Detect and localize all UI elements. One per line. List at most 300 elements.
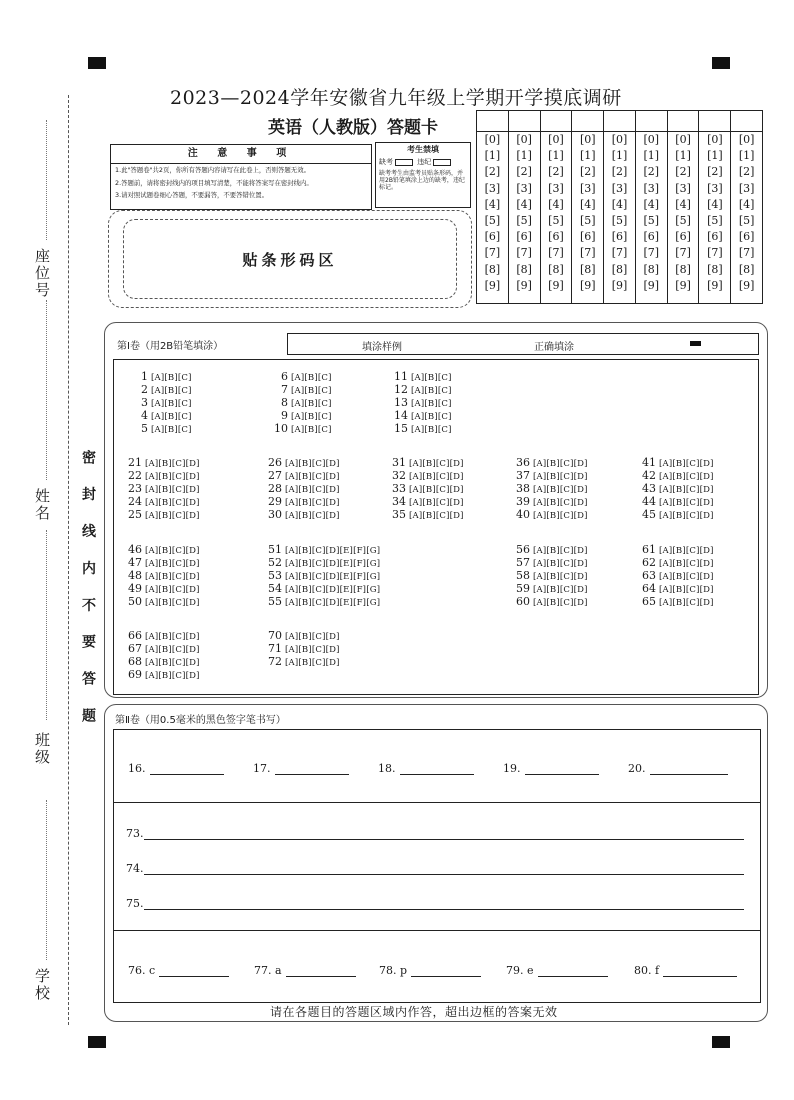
violation-label: 违纪 [417, 158, 432, 166]
question-bubble-row[interactable] [390, 508, 464, 523]
answer-options[interactable]: [A][B][C] [411, 399, 452, 409]
digit-bubble[interactable]: [5] [707, 213, 723, 227]
digit-bubble[interactable]: [7] [579, 246, 596, 260]
question-number: 24 [128, 495, 142, 508]
answer-options[interactable]: [A][B][C] [291, 399, 332, 409]
digit-write-cell[interactable] [572, 111, 603, 132]
digit-bubble[interactable]: [7] [643, 246, 660, 260]
question-number: 69 [128, 668, 142, 681]
answer-options[interactable]: [A][B][C][D] [145, 671, 200, 681]
answer-options[interactable]: [A][B][C][D] [409, 498, 464, 508]
answer-blank[interactable]: 20. [628, 762, 728, 775]
digit-bubble[interactable]: [0] [548, 133, 564, 146]
question-number: 31 [392, 456, 406, 469]
digit-bubble[interactable]: [2] [611, 165, 628, 179]
answer-line[interactable]: 74. [126, 862, 744, 875]
answer-blank[interactable]: 80. f [634, 964, 737, 977]
answer-blank[interactable]: 16. [128, 762, 224, 775]
violation-checkbox[interactable] [433, 159, 451, 166]
answer-options[interactable]: [A][B][C][D] [659, 472, 714, 482]
answer-options[interactable]: [A][B][C][D] [285, 459, 340, 469]
question-number: 60 [516, 595, 530, 608]
digit-bubble[interactable]: [8] [738, 262, 755, 276]
digit-bubble[interactable]: [8] [579, 262, 596, 276]
digit-bubble[interactable]: [6] [484, 230, 501, 244]
question-bubble-row[interactable] [272, 422, 332, 437]
digit-bubble[interactable]: [1] [643, 149, 660, 163]
digit-bubble[interactable]: [6] [548, 230, 564, 244]
digit-bubble[interactable]: [1] [611, 149, 628, 163]
absent-label: 缺考 [379, 158, 393, 166]
question-number: 4 [141, 409, 148, 422]
question-number: 12 [394, 383, 408, 396]
answer-options[interactable]: [A][B][C][D] [145, 459, 200, 469]
digit-write-cell[interactable] [477, 111, 508, 132]
correct-fill-sample [690, 341, 701, 346]
digit-bubble[interactable]: [7] [611, 246, 628, 260]
digit-bubble[interactable]: [5] [516, 213, 532, 227]
digit-bubble[interactable]: [4] [516, 197, 532, 211]
digit-write-cell[interactable] [636, 111, 667, 132]
digit-bubble[interactable]: [1] [516, 149, 532, 163]
question-number: 13 [394, 396, 408, 409]
admission-digit-column [477, 111, 508, 303]
digit-bubble[interactable]: [2] [675, 165, 691, 179]
question-number: 55 [268, 595, 282, 608]
digit-bubble[interactable]: [6] [738, 230, 755, 244]
answer-options[interactable]: [A][B][C] [411, 373, 452, 383]
answer-options[interactable]: [A][B][C][D] [285, 472, 340, 482]
digit-bubble[interactable]: [3] [611, 181, 628, 195]
digit-bubble[interactable]: [0] [611, 133, 628, 146]
registration-mark [88, 57, 106, 69]
question-number: 9 [281, 409, 288, 422]
answer-options[interactable]: [A][B][C][D][E][F][G] [285, 546, 381, 556]
digit-bubble[interactable]: [8] [516, 262, 532, 276]
answer-options[interactable]: [A][B][C][D] [145, 559, 200, 569]
admission-number-grid [476, 110, 763, 304]
examiner-only-box [375, 142, 471, 208]
answer-options[interactable]: [A][B][C][D] [409, 485, 464, 495]
question-number: 43 [642, 482, 656, 495]
question-number: 67 [128, 642, 142, 655]
question-number: 14 [394, 409, 408, 422]
answer-options[interactable]: [A][B][C][D] [145, 658, 200, 668]
answer-blank[interactable]: 79. e [506, 964, 608, 977]
digit-bubble[interactable]: [4] [548, 197, 564, 211]
answer-options[interactable]: [A][B][C] [411, 412, 452, 422]
digit-bubble[interactable]: [6] [611, 230, 628, 244]
answer-options[interactable]: [A][B][C] [411, 425, 452, 435]
digit-bubble[interactable]: [8] [707, 262, 723, 276]
notice-line: 1.此"答题卷"共2页，你所有答题内容请写在此卷上，否则答题无效。 [115, 166, 310, 174]
question-number: 25 [128, 508, 142, 521]
question-number: 64 [642, 582, 656, 595]
admission-digit-column [540, 111, 572, 303]
name-label: 姓名 [33, 488, 51, 522]
answer-blank[interactable]: 76. c [128, 964, 229, 977]
answer-options[interactable]: [A][B][C][D] [285, 632, 340, 642]
digit-bubble[interactable]: [8] [643, 262, 660, 276]
digit-bubble[interactable]: [3] [484, 181, 501, 195]
school-field-line [46, 800, 47, 960]
digit-bubble[interactable]: [6] [707, 230, 723, 244]
question-bubble-row[interactable] [514, 508, 588, 523]
digit-bubble[interactable]: [9] [484, 278, 501, 292]
answer-options[interactable]: [A][B][C][D] [285, 498, 340, 508]
answer-options[interactable]: [A][B][C] [151, 412, 192, 422]
registration-mark [88, 1036, 106, 1048]
question-number: 38 [516, 482, 530, 495]
digit-bubble[interactable]: [2] [643, 165, 660, 179]
answer-options[interactable]: [A][B][C][D] [145, 498, 200, 508]
answer-options[interactable]: [A][B][C][D][E][F][G] [285, 559, 381, 569]
question-bubble-row[interactable] [132, 422, 192, 437]
digit-bubble[interactable]: [6] [675, 230, 691, 244]
answer-options[interactable]: [A][B][C][D] [145, 485, 200, 495]
digit-write-cell[interactable] [604, 111, 635, 132]
digit-bubble[interactable]: [0] [643, 133, 660, 146]
bubble-answer-area [113, 359, 759, 695]
answer-options[interactable]: [A][B][C][D] [659, 459, 714, 469]
question-number: 46 [128, 543, 142, 556]
answer-options[interactable]: [A][B][C][D] [145, 546, 200, 556]
answer-options[interactable]: [A][B][C][D] [659, 585, 714, 595]
digit-bubble[interactable]: [9] [643, 278, 660, 292]
question-number: 37 [516, 469, 530, 482]
answer-options[interactable]: [A][B][C][D][E][F][G] [285, 585, 381, 595]
question-number: 49 [128, 582, 142, 595]
question-number: 15 [394, 422, 408, 435]
question-number: 57 [516, 556, 530, 569]
answer-blank[interactable]: 18. [378, 762, 474, 775]
answer-options[interactable]: [A][B][C] [291, 373, 332, 383]
answer-options[interactable]: [A][B][C][D] [409, 472, 464, 482]
question-number: 1 [141, 370, 148, 383]
digit-bubble[interactable]: [7] [516, 246, 532, 260]
digit-bubble[interactable]: [3] [516, 181, 532, 195]
question-number: 8 [281, 396, 288, 409]
digit-bubble[interactable]: [2] [738, 165, 755, 179]
digit-bubble[interactable]: [1] [548, 149, 564, 163]
answer-options[interactable]: [A][B][C] [411, 386, 452, 396]
answer-options[interactable]: [A][B][C][D] [533, 546, 588, 556]
digit-bubble[interactable]: [5] [611, 213, 628, 227]
answer-options[interactable]: [A][B][C][D] [533, 572, 588, 582]
admission-digit-column [698, 111, 730, 303]
digit-bubble[interactable]: [0] [484, 133, 501, 146]
answer-sheet-title: 英语（人教版）答题卡 [268, 118, 438, 138]
question-number: 51 [268, 543, 282, 556]
digit-bubble[interactable]: [7] [738, 246, 755, 260]
answer-options[interactable]: [A][B][C][D] [145, 585, 200, 595]
examiner-only-description: 缺考考生由监考员贴条形码，并用2B铅笔填涂上边的缺考，违纪标记。 [379, 170, 465, 191]
answer-options[interactable]: [A][B][C][D] [659, 511, 714, 521]
seal-line-text: 密 封 线 内 不 要 答 题 [80, 450, 96, 732]
answer-options[interactable]: [A][B][C][D] [659, 498, 714, 508]
question-number: 36 [516, 456, 530, 469]
question-number: 71 [268, 642, 282, 655]
digit-bubble[interactable]: [4] [675, 197, 691, 211]
digit-bubble[interactable]: [9] [516, 278, 532, 292]
seal-line [68, 95, 69, 1025]
absent-checkbox[interactable] [395, 159, 413, 166]
question-number: 34 [392, 495, 406, 508]
answer-options[interactable]: [A][B][C][D] [659, 546, 714, 556]
digit-bubble[interactable]: [1] [675, 149, 691, 163]
digit-bubble[interactable]: [0] [516, 133, 532, 146]
answer-options[interactable]: [A][B][C][D] [145, 645, 200, 655]
question-number: 33 [392, 482, 406, 495]
question-number: 45 [642, 508, 656, 521]
seat-field-line [46, 120, 47, 240]
admission-digit-column [635, 111, 667, 303]
seat-number-label: 座位号 [33, 248, 51, 299]
digit-bubble[interactable]: [7] [707, 246, 723, 260]
digit-bubble[interactable]: [3] [643, 181, 660, 195]
digit-bubble[interactable]: [5] [548, 213, 564, 227]
digit-bubble[interactable]: [3] [707, 181, 723, 195]
question-bubble-row[interactable] [126, 508, 200, 523]
answer-line[interactable]: 75. [126, 897, 744, 910]
written-answer-area [113, 729, 761, 1003]
answer-options[interactable]: [A][B][C][D] [285, 511, 340, 521]
digit-bubble[interactable]: [9] [611, 278, 628, 292]
question-number: 28 [268, 482, 282, 495]
question-number: 29 [268, 495, 282, 508]
digit-bubble[interactable]: [9] [707, 278, 723, 292]
question-bubble-row[interactable] [640, 595, 714, 610]
digit-bubble[interactable]: [5] [738, 213, 755, 227]
question-number: 59 [516, 582, 530, 595]
question-bubble-row[interactable] [266, 595, 380, 610]
answer-options[interactable]: [A][B][C][D] [145, 598, 200, 608]
question-number: 52 [268, 556, 282, 569]
digit-bubble[interactable]: [0] [579, 133, 596, 146]
digit-bubble[interactable]: [0] [707, 133, 723, 146]
digit-bubble[interactable]: [9] [675, 278, 691, 292]
answer-options[interactable]: [A][B][C] [291, 386, 332, 396]
answer-options[interactable]: [A][B][C][D][E][F][G] [285, 598, 381, 608]
question-number: 7 [281, 383, 288, 396]
answer-options[interactable]: [A][B][C][D] [533, 585, 588, 595]
digit-bubble[interactable]: [3] [738, 181, 755, 195]
question-bubble-row[interactable] [266, 655, 340, 670]
digit-bubble[interactable]: [4] [579, 197, 596, 211]
digit-bubble[interactable]: [5] [643, 213, 660, 227]
digit-bubble[interactable]: [8] [611, 262, 628, 276]
answer-options[interactable]: [A][B][C][D] [533, 498, 588, 508]
digit-bubble[interactable]: [0] [675, 133, 691, 146]
admission-digit-column [667, 111, 699, 303]
class-field-line [46, 530, 47, 720]
correct-fill-label: 正确填涂 [534, 342, 574, 353]
question-number: 53 [268, 569, 282, 582]
notice-heading: 注 意 事 项 [111, 145, 371, 164]
question-bubble-row[interactable] [126, 668, 200, 683]
question-bubble-row[interactable] [266, 508, 340, 523]
answer-line[interactable]: 73. [126, 827, 744, 840]
answer-options[interactable]: [A][B][C][D] [285, 485, 340, 495]
answer-options[interactable]: [A][B][C][D] [409, 459, 464, 469]
answer-options[interactable]: [A][B][C] [151, 425, 192, 435]
question-number: 30 [268, 508, 282, 521]
admission-digit-column [508, 111, 540, 303]
digit-bubble[interactable]: [4] [484, 197, 501, 211]
answer-options[interactable]: [A][B][C][D] [285, 645, 340, 655]
answer-options[interactable]: [A][B][C][D] [145, 632, 200, 642]
digit-bubble[interactable]: [2] [707, 165, 723, 179]
question-number: 65 [642, 595, 656, 608]
digit-bubble[interactable]: [2] [548, 165, 564, 179]
question-number: 3 [141, 396, 148, 409]
question-number: 10 [274, 422, 288, 435]
answer-options[interactable]: [A][B][C][D] [145, 511, 200, 521]
question-number: 63 [642, 569, 656, 582]
digit-bubble[interactable]: [8] [675, 262, 691, 276]
question-number: 35 [392, 508, 406, 521]
answer-options[interactable]: [A][B][C][D] [533, 472, 588, 482]
digit-bubble[interactable]: [1] [484, 149, 501, 163]
answer-options[interactable]: [A][B][C][D] [533, 459, 588, 469]
digit-write-cell[interactable] [731, 111, 762, 132]
question-bubble-row[interactable] [392, 422, 452, 437]
digit-bubble[interactable]: [4] [611, 197, 628, 211]
question-number: 2 [141, 383, 148, 396]
barcode-label: 贴条形码区 [123, 219, 457, 299]
digit-bubble[interactable]: [3] [675, 181, 691, 195]
question-number: 72 [268, 655, 282, 668]
question-number: 56 [516, 543, 530, 556]
barcode-area [108, 210, 472, 308]
admission-digit-column [730, 111, 762, 303]
answer-options[interactable]: [A][B][C][D] [145, 572, 200, 582]
name-field-line [46, 300, 47, 480]
notice-line: 2.答题前，请将密封线内的项目填写清楚，不能将答案写在密封线内。 [115, 179, 313, 187]
part1-label: 第Ⅰ卷（用2B铅笔填涂） [117, 341, 224, 352]
notice-box [110, 144, 372, 210]
digit-bubble[interactable]: [5] [579, 213, 596, 227]
part2-section [104, 704, 768, 1022]
question-number: 11 [394, 370, 408, 383]
admission-digit-column [571, 111, 603, 303]
digit-write-cell[interactable] [699, 111, 730, 132]
answer-options[interactable]: [A][B][C][D] [659, 559, 714, 569]
answer-options[interactable]: [A][B][C][D] [659, 572, 714, 582]
school-label: 学校 [33, 968, 51, 1002]
digit-bubble[interactable]: [4] [738, 197, 755, 211]
exam-title: 2023—2024学年安徽省九年级上学期开学摸底调研 [170, 87, 622, 109]
digit-bubble[interactable]: [2] [516, 165, 532, 179]
digit-bubble[interactable]: [1] [707, 149, 723, 163]
answer-options[interactable]: [A][B][C][D] [533, 485, 588, 495]
question-number: 66 [128, 629, 142, 642]
question-number: 50 [128, 595, 142, 608]
digit-bubble[interactable]: [6] [516, 230, 532, 244]
question-number: 47 [128, 556, 142, 569]
question-number: 54 [268, 582, 282, 595]
question-number: 42 [642, 469, 656, 482]
answer-blank[interactable]: 77. a [254, 964, 356, 977]
digit-bubble[interactable]: [7] [675, 246, 691, 260]
examiner-only-heading: 考生禁填 [407, 145, 439, 154]
answer-blank[interactable]: 19. [503, 762, 599, 775]
digit-bubble[interactable]: [9] [548, 278, 564, 292]
answer-options[interactable]: [A][B][C][D] [409, 511, 464, 521]
answer-blank[interactable]: 17. [253, 762, 349, 775]
digit-bubble[interactable]: [8] [484, 262, 501, 276]
digit-bubble[interactable]: [2] [484, 165, 501, 179]
admission-digit-column [603, 111, 635, 303]
question-number: 68 [128, 655, 142, 668]
question-number: 22 [128, 469, 142, 482]
digit-bubble[interactable]: [9] [738, 278, 755, 292]
digit-bubble[interactable]: [1] [579, 149, 596, 163]
digit-bubble[interactable]: [6] [579, 230, 596, 244]
question-number: 58 [516, 569, 530, 582]
digit-bubble[interactable]: [4] [707, 197, 723, 211]
question-number: 5 [141, 422, 148, 435]
answer-options[interactable]: [A][B][C][D] [659, 485, 714, 495]
question-number: 32 [392, 469, 406, 482]
answer-options[interactable]: [A][B][C] [151, 399, 192, 409]
answer-options[interactable]: [A][B][C] [151, 386, 192, 396]
answer-options[interactable]: [A][B][C][D] [533, 511, 588, 521]
digit-bubble[interactable]: [5] [675, 213, 691, 227]
digit-bubble[interactable]: [3] [579, 181, 596, 195]
digit-bubble[interactable]: [2] [579, 165, 596, 179]
answer-options[interactable]: [A][B][C] [291, 412, 332, 422]
answer-options[interactable]: [A][B][C] [151, 373, 192, 383]
question-number: 26 [268, 456, 282, 469]
digit-bubble[interactable]: [9] [579, 278, 596, 292]
digit-write-cell[interactable] [541, 111, 572, 132]
answer-options[interactable]: [A][B][C][D] [533, 559, 588, 569]
digit-bubble[interactable]: [0] [738, 133, 755, 146]
digit-bubble[interactable]: [7] [548, 246, 564, 260]
question-number: 21 [128, 456, 142, 469]
digit-bubble[interactable]: [4] [643, 197, 660, 211]
digit-write-cell[interactable] [509, 111, 540, 132]
digit-write-cell[interactable] [668, 111, 699, 132]
answer-options[interactable]: [A][B][C][D] [533, 598, 588, 608]
answer-blank[interactable]: 78. p [379, 964, 481, 977]
question-bubble-row[interactable] [514, 595, 588, 610]
digit-bubble[interactable]: [6] [643, 230, 660, 244]
question-number: 48 [128, 569, 142, 582]
question-bubble-row[interactable] [126, 595, 200, 610]
question-number: 44 [642, 495, 656, 508]
answer-options[interactable]: [A][B][C][D][E][F][G] [285, 572, 381, 582]
answer-options[interactable]: [A][B][C][D] [145, 472, 200, 482]
question-number: 61 [642, 543, 656, 556]
absent-violation-row [376, 156, 470, 168]
question-bubble-row[interactable] [640, 508, 714, 523]
question-number: 23 [128, 482, 142, 495]
question-number: 27 [268, 469, 282, 482]
footer-note: 请在各题目的答题区域内作答，超出边框的答案无效 [270, 1005, 558, 1019]
digit-bubble[interactable]: [1] [738, 149, 755, 163]
answer-options[interactable]: [A][B][C][D] [659, 598, 714, 608]
digit-bubble[interactable]: [8] [548, 262, 564, 276]
class-label: 班级 [33, 732, 51, 766]
digit-bubble[interactable]: [3] [548, 181, 564, 195]
answer-options[interactable]: [A][B][C] [291, 425, 332, 435]
digit-bubble[interactable]: [7] [484, 246, 501, 260]
digit-bubble[interactable]: [5] [484, 213, 501, 227]
answer-options[interactable]: [A][B][C][D] [285, 658, 340, 668]
question-number: 39 [516, 495, 530, 508]
